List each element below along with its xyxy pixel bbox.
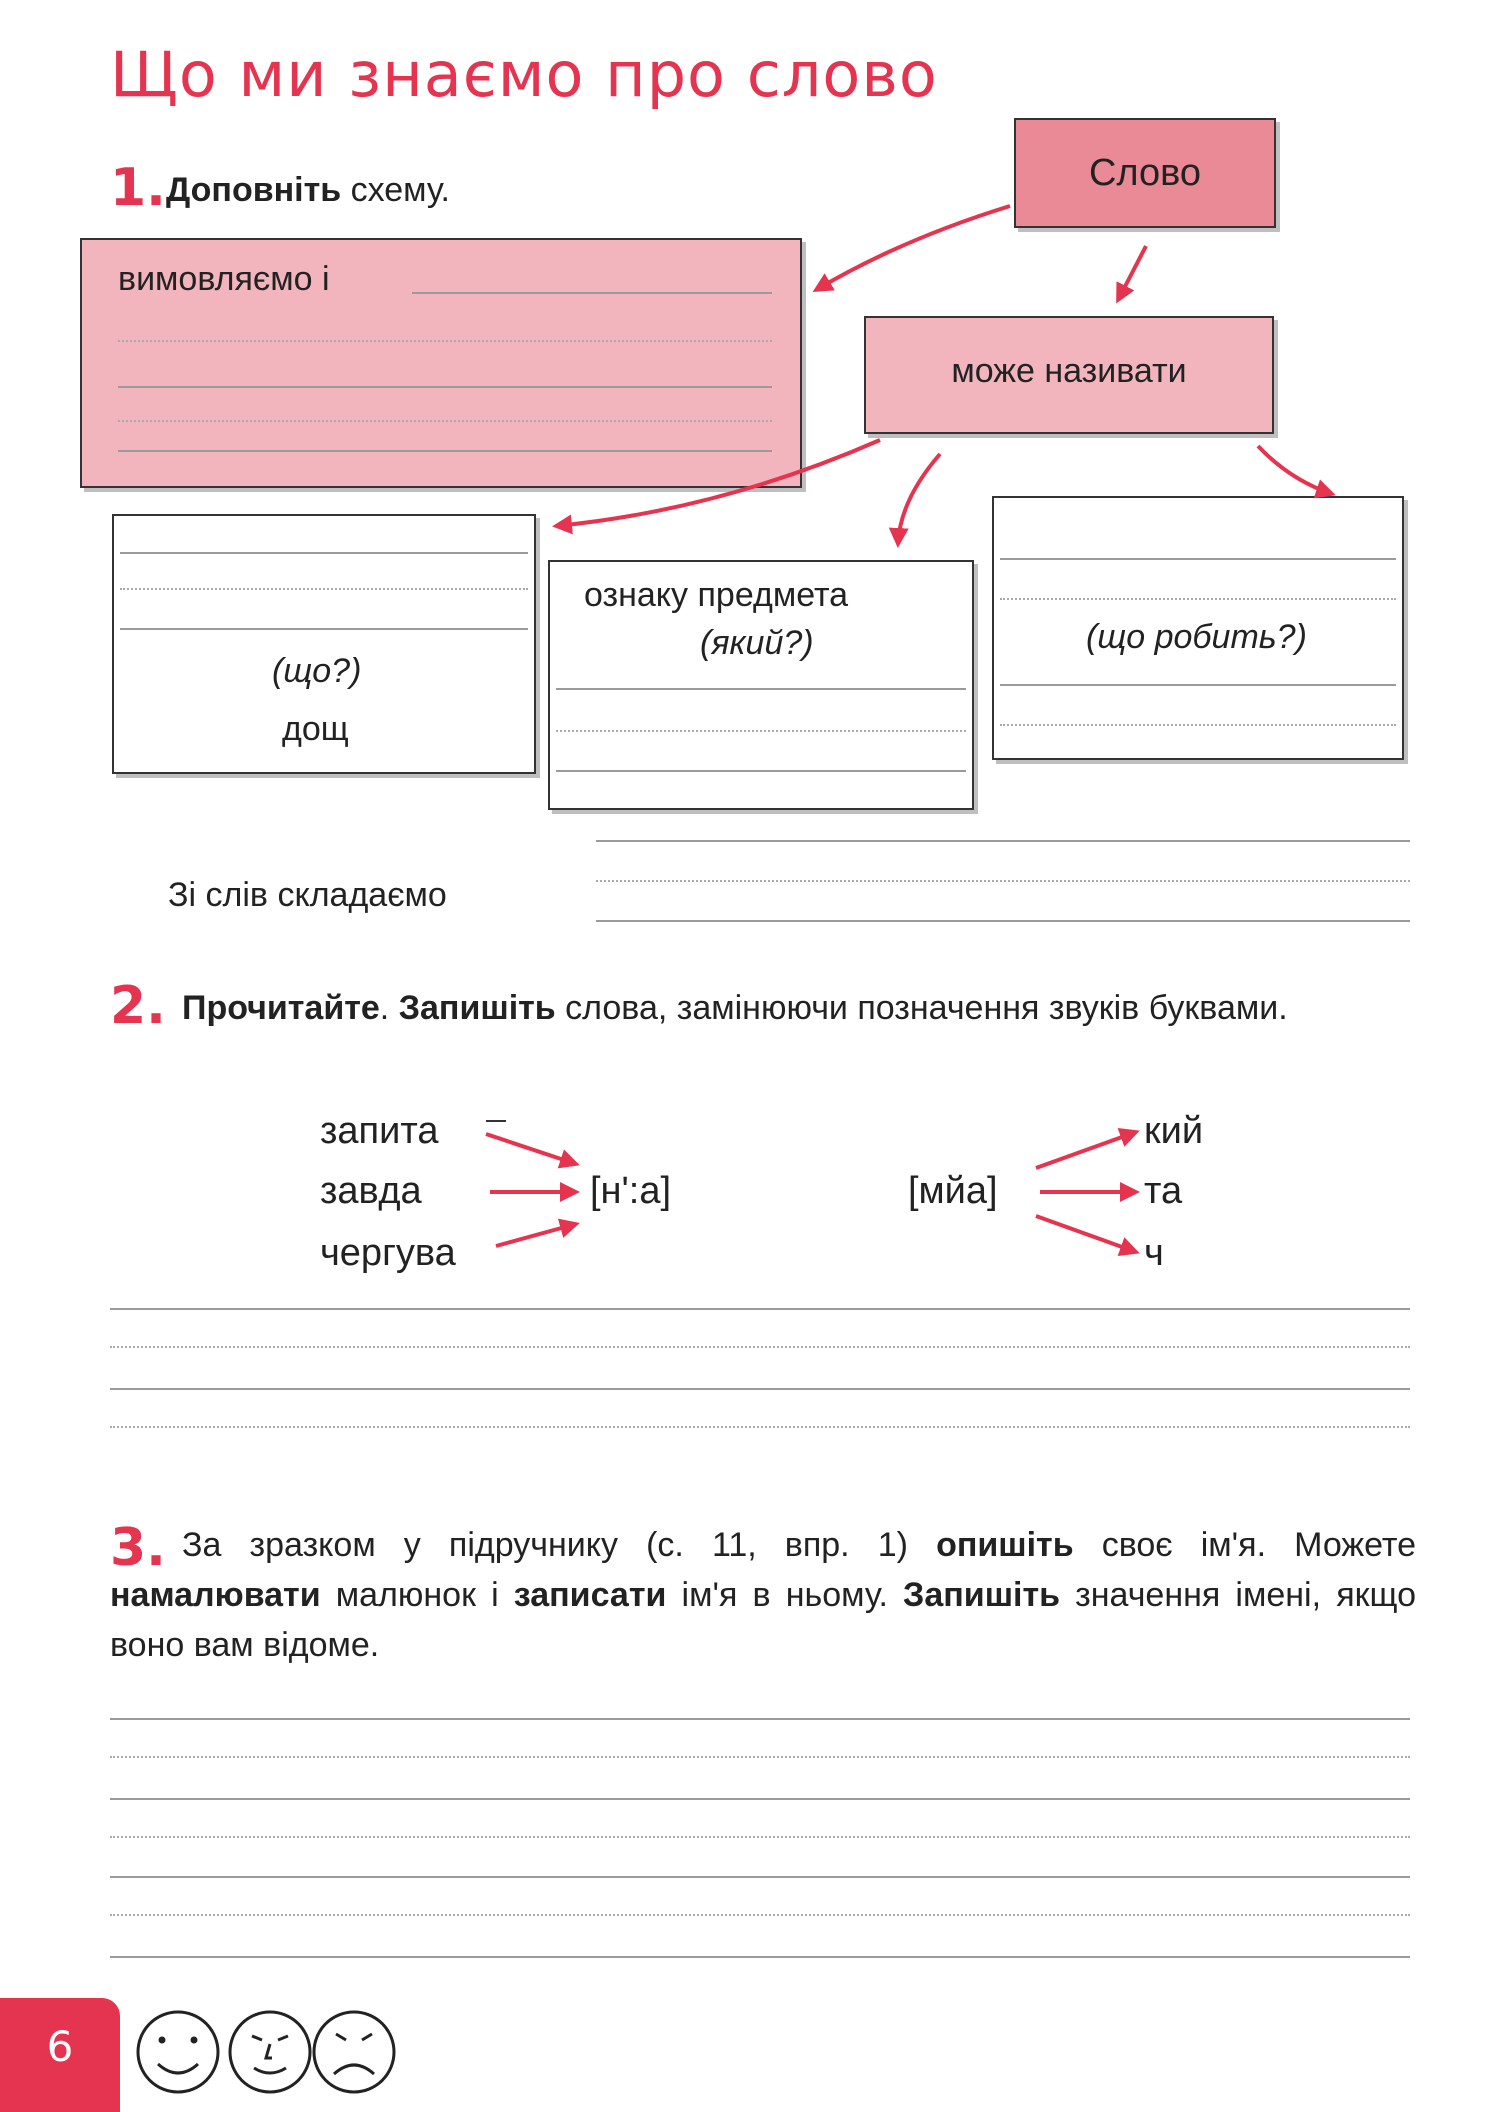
right-word: кий: [1144, 1110, 1204, 1152]
right-word: ч: [1144, 1232, 1164, 1274]
task1-verb: Доповніть: [166, 171, 342, 209]
task2-instruction-rest: слова, замінюючи позначення звуків буквами.: [555, 989, 1288, 1027]
task3-verb: опишіть: [936, 1526, 1074, 1564]
left-sound: [н':а]: [590, 1170, 672, 1212]
pronounce-box-label: вимовляємо і: [118, 260, 330, 298]
task3-text: значення імені, якщо воно вам відоме.: [110, 1576, 1416, 1664]
task2-verb-write: Запишіть: [398, 989, 556, 1027]
happy-face-icon[interactable]: [138, 2012, 218, 2092]
left-word: чергува: [320, 1232, 456, 1274]
task3-verb: намалювати: [110, 1576, 321, 1614]
task2-verb-read: Прочитайте: [182, 989, 380, 1027]
task3-number: 3.: [110, 1518, 166, 1578]
task3-verb: Запишіть: [903, 1576, 1061, 1614]
can-name-box-label: може називати: [951, 352, 1187, 390]
task3-text: своє ім'я. Можете: [1073, 1526, 1416, 1564]
task3-text: За зразком у підручнику (с. 11, впр. 1): [182, 1526, 937, 1564]
sad-face-icon[interactable]: [314, 2012, 394, 2092]
page-title: Що ми знаємо про слово: [110, 38, 938, 111]
word-box-label: Слово: [1088, 152, 1202, 194]
attribute-label: ознаку предмета: [584, 576, 849, 614]
task1-number: 1.: [110, 158, 166, 218]
left-word: завда: [320, 1170, 422, 1212]
page-number: 6: [46, 2022, 74, 2071]
task3-verb: записати: [513, 1576, 667, 1614]
compose-label: Зі слів складаємо: [168, 876, 447, 914]
attribute-question: (який?): [700, 624, 814, 662]
task3-text: малюнок і: [320, 1576, 514, 1614]
task2-sep: .: [379, 989, 399, 1027]
task1-instruction-rest: схему.: [341, 171, 450, 209]
left-word: запита: [320, 1110, 439, 1152]
what-question: (що?): [272, 652, 362, 690]
task3-text: ім'я в ньому.: [666, 1576, 904, 1614]
neutral-face-icon[interactable]: [230, 2012, 310, 2092]
action-question: (що робить?): [1086, 618, 1307, 656]
task2-number: 2.: [110, 976, 166, 1036]
right-word: та: [1144, 1170, 1183, 1212]
what-example: дощ: [282, 710, 349, 748]
right-sound: [мйа]: [908, 1170, 998, 1212]
